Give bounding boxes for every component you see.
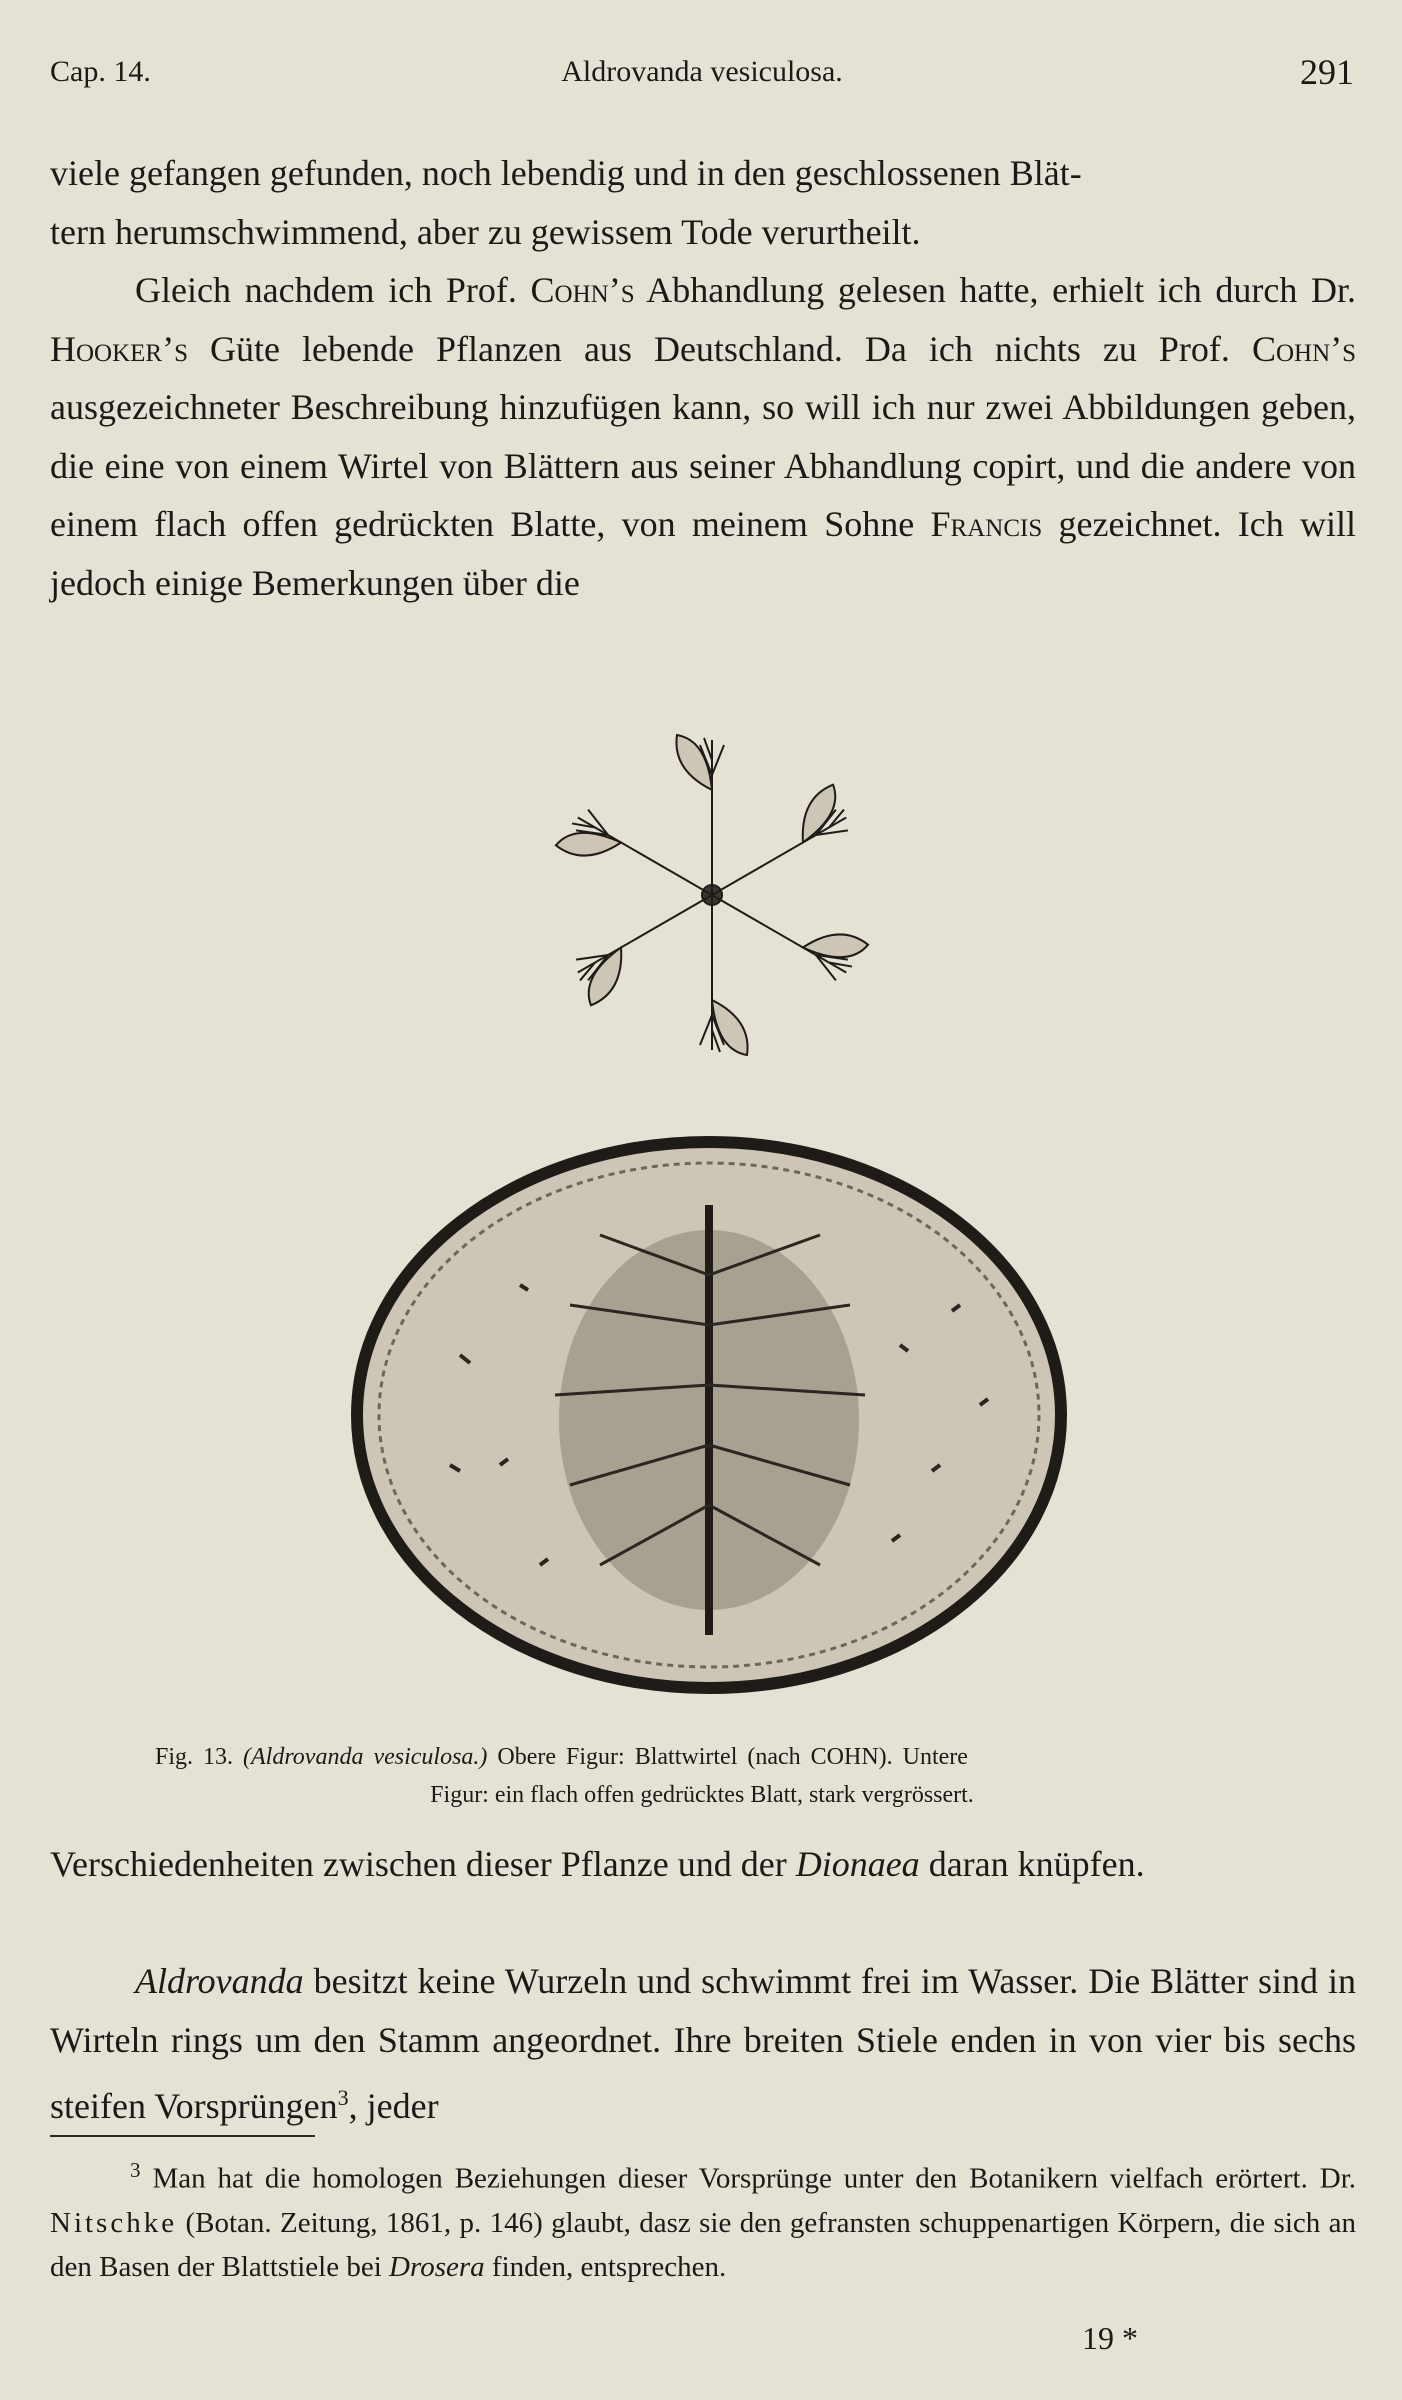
p4-text-1: besitzt keine Wurzeln und schwimmt frei im Wasser. Die Blätter sind in Wirteln rings um den Stamm angeordnet. Ihre breiten Stiele enden in von vier bis sechs steifen Vorsprüngen bbox=[50, 1961, 1356, 2126]
name-hooker: Hooker’s bbox=[50, 328, 188, 369]
p3-text-1: Verschiedenheiten zwischen dieser Pflanze und der bbox=[50, 1844, 787, 1884]
footnote-rule bbox=[50, 2135, 315, 2137]
footnote-reference: 3 bbox=[337, 2085, 349, 2110]
paragraph-2 bbox=[50, 261, 1356, 612]
footnote-mark: 3 bbox=[130, 2158, 141, 2182]
footnote-text-1: Man hat die homologen Beziehungen dieser Vorsprünge unter den Botanikern vielfach erörtert. Dr. bbox=[152, 2162, 1356, 2195]
author-nitschke: Nitschke bbox=[50, 2206, 178, 2239]
running-title: Aldrovanda vesiculosa. bbox=[561, 55, 843, 88]
caption-line-2: Figur: ein flach offen gedrücktes Blatt, stark vergrössert. bbox=[430, 1782, 974, 1808]
figure-13-illustration bbox=[340, 705, 1080, 1705]
paragraph-1-line-2: tern herumschwimmend, aber zu gewissem Tode verurtheilt. bbox=[50, 211, 921, 252]
whorl-leaf bbox=[556, 805, 718, 926]
name-cohn: Cohn’s bbox=[530, 270, 635, 310]
paragraph-3 bbox=[50, 1835, 1356, 1894]
figure-species: (Aldrovanda vesiculosa.) bbox=[243, 1744, 488, 1770]
figure-number: Fig. 13. bbox=[155, 1744, 234, 1770]
p2-text-5: gezeichnet. Ich will jedoch einige Bemerkungen über die bbox=[50, 504, 1357, 603]
whorl-leaf bbox=[706, 864, 868, 985]
p2-text-2: Abhandlung gelesen hatte, erhielt ich durch Dr. bbox=[646, 270, 1357, 310]
page-number: 291 bbox=[1300, 52, 1354, 92]
genus-aldrovanda: Aldrovanda bbox=[135, 1961, 304, 2001]
whorl-leaf bbox=[700, 895, 748, 1055]
footnote bbox=[50, 2148, 1356, 2289]
footnote-text-3: finden, entsprechen. bbox=[491, 2250, 727, 2283]
signature-mark: 19 * bbox=[1082, 2320, 1138, 2356]
flattened-leaf-drawing bbox=[357, 1142, 1061, 1688]
figure-caption bbox=[50, 1738, 1354, 1814]
p3-text-2: daran knüpfen. bbox=[928, 1844, 1145, 1884]
p4-text-2: , jeder bbox=[348, 2086, 439, 2126]
paragraph-1 bbox=[50, 144, 1356, 261]
whorl-leaf bbox=[676, 735, 724, 895]
paragraph-1-line-1: viele gefangen gefunden, noch lebendig und in den geschlossenen Blät- bbox=[50, 153, 1082, 193]
caption-upper-text: Obere Figur: Blattwirtel (nach COHN). Untere bbox=[497, 1744, 968, 1770]
name-cohn: Cohn’s bbox=[1251, 328, 1357, 369]
name-francis: Francis bbox=[930, 504, 1043, 544]
p2-text-1: Gleich nachdem ich Prof. bbox=[135, 270, 517, 310]
p2-text-3: Güte lebende Pflanzen aus Deutschland. Da ich nichts zu Prof. bbox=[210, 328, 1230, 369]
paragraph-4 bbox=[50, 1952, 1356, 2136]
genus-drosera: Drosera bbox=[389, 2250, 485, 2283]
leaf-whorl-drawing bbox=[556, 735, 869, 1055]
chapter-label: Cap. 14. bbox=[50, 55, 151, 88]
p2-text-4: ausgezeichneter Beschreibung hinzufügen kann, so will ich nur zwei Abbildungen geben, die eine von einem Wirtel von Blättern aus seiner Abhandlung copirt, und die andere von einem flach offen gedrückten Blatte, von meinem Sohne bbox=[50, 387, 1356, 544]
running-head bbox=[50, 52, 1354, 105]
footnote-text-2: (Botan. Zeitung, 1861, p. 146) glaubt, dasz sie den gefransten schuppenartigen Körpern, die sich an den Basen der Blattstiele bei bbox=[50, 2206, 1356, 2283]
caption-line-1 bbox=[50, 1738, 1354, 1776]
genus-dionaea: Dionaea bbox=[795, 1844, 920, 1884]
